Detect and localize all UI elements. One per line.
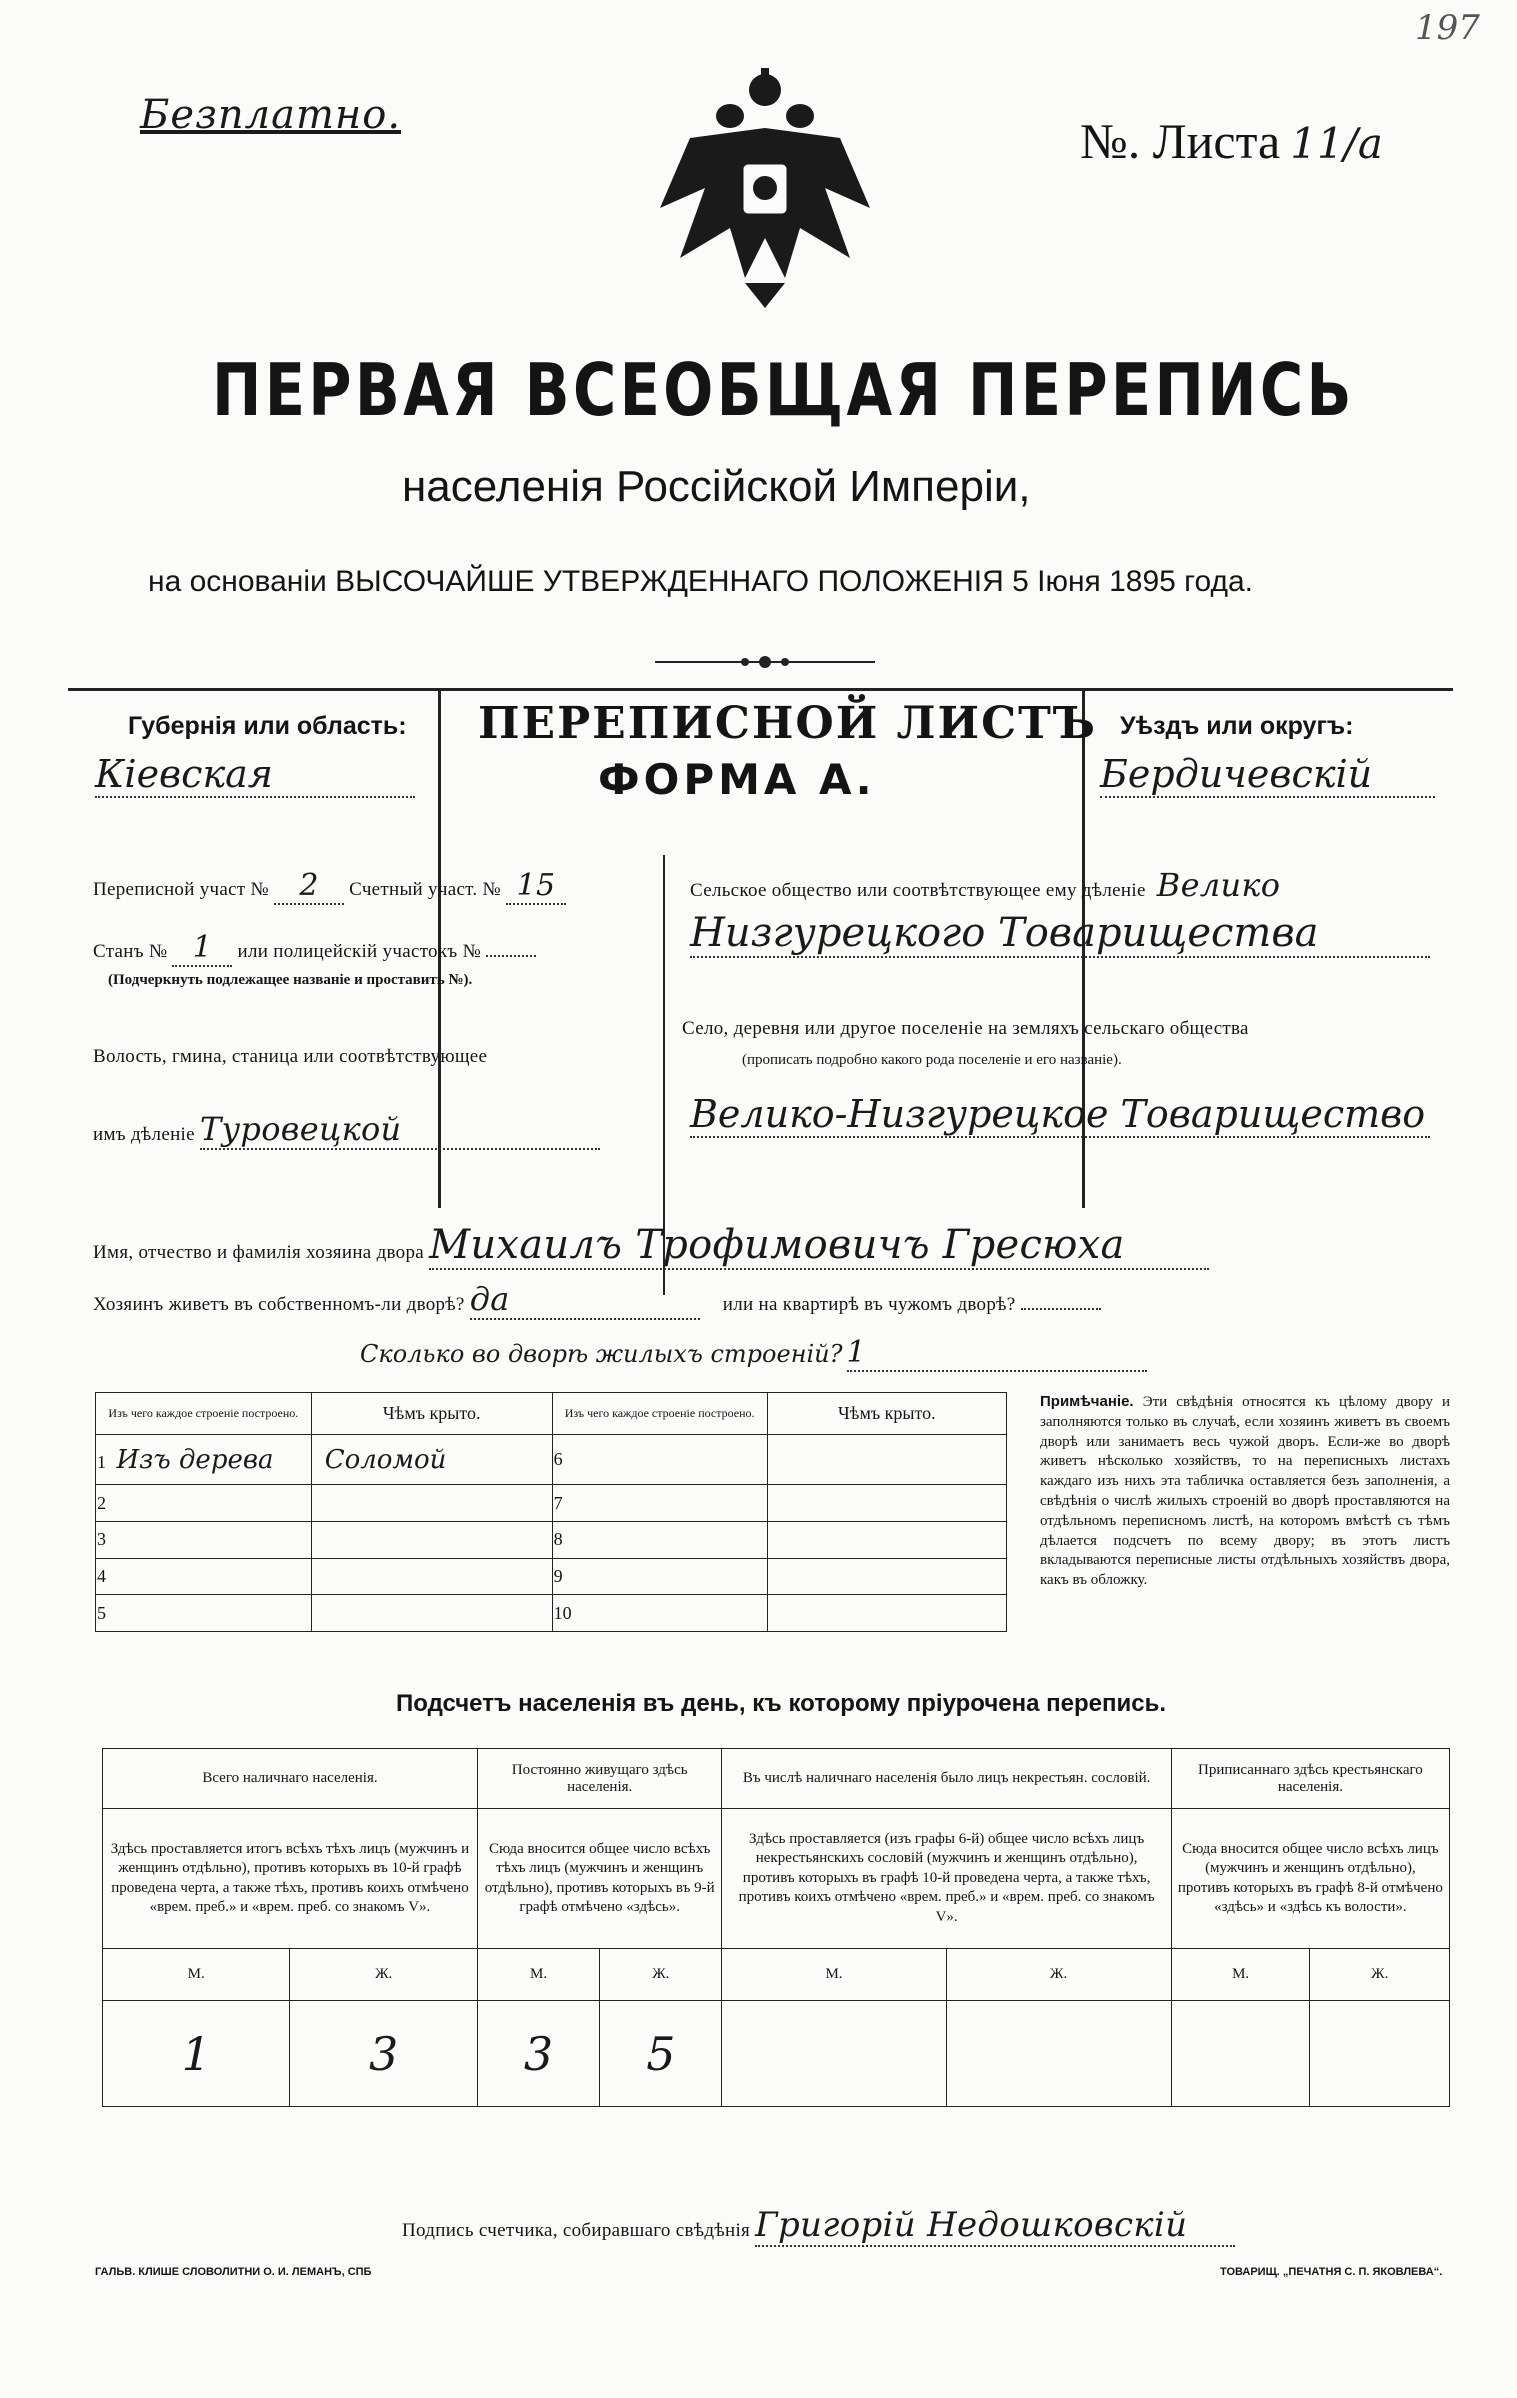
stan-no-label: № [148, 941, 168, 962]
signature-value: Григорій Недошковскій [755, 2205, 1235, 2247]
uezd-label: Уѣздъ или округъ: [1120, 712, 1354, 740]
stan-label: Станъ [93, 941, 144, 962]
material-value: Изъ дерева [116, 1444, 274, 1475]
buildings-label: Сколько во дворѣ жилыхъ строеній? [360, 1340, 843, 1368]
printer-left: ГАЛЬВ. КЛИШЕ СЛОВОЛИТНИ О. И. ЛЕМАНЪ, СПБ [95, 2266, 372, 2278]
population-col-header: Приписаннаго здѣсь крестьянскаго населенія. [1171, 1749, 1449, 1809]
count-female [1310, 2001, 1450, 2107]
count-male: 3 [477, 2001, 599, 2107]
f-label: Ж. [946, 1949, 1171, 2001]
count-male [722, 2001, 946, 2107]
sheet-number-value: 11/а [1290, 119, 1383, 168]
m-label: М. [1171, 1949, 1310, 2001]
census-district-label: Переписной участ [93, 879, 246, 900]
free-label: Безплатно. [140, 92, 402, 138]
corner-number: 197 [1415, 8, 1480, 48]
row-number: 7 [553, 1492, 563, 1513]
village-label: Село, деревня или другое поселеніе на земляхъ сельскаго общества [682, 1018, 1249, 1039]
m-label: М. [103, 1949, 290, 2001]
population-col-header: Всего наличнаго населенія. [103, 1749, 478, 1809]
owner-lives-label: Хозяинъ живетъ въ собственномъ-ли дворѣ? [93, 1294, 465, 1315]
table-row [96, 1522, 1007, 1559]
signature-label: Подпись счетчика, собиравшаго свѣдѣнія [402, 2220, 751, 2241]
col-material-right: Изъ чего каждое строеніе построено. [552, 1393, 767, 1435]
volost-label-2: имъ дѣленіе [93, 1124, 195, 1145]
counting-district-no-label: № [482, 879, 501, 900]
census-district-no-label: № [250, 879, 269, 900]
sheet-number [1080, 112, 1383, 170]
owner-apartment-label: или на квартирѣ въ чужомъ дворѣ? [722, 1294, 1016, 1315]
police-label: или полицейскій участокъ [237, 941, 458, 962]
row-number: 3 [97, 1529, 106, 1550]
roof-value: Соломой [324, 1444, 447, 1475]
count-female: 3 [290, 2001, 477, 2107]
volost-value: Туровецкой [200, 1110, 600, 1150]
count-female [946, 2001, 1171, 2107]
gubernia-label: Губернія или область: [128, 712, 407, 740]
village-value: Велико-Низгурецкое Товарищество [690, 1092, 1430, 1138]
signature-row [402, 2205, 1235, 2247]
note-block [1040, 1392, 1450, 1591]
stan-row [93, 930, 536, 967]
population-table [102, 1748, 1450, 2107]
volost-label-1: Волость, гмина, станица или соотвѣтствующее [93, 1046, 488, 1067]
buildings-row [360, 1335, 1147, 1372]
form-title: ПЕРЕПИСНОЙ ЛИСТЪ [478, 698, 1097, 749]
basis-line: на основаніи ВЫСОЧАЙШЕ УТВЕРЖДЕННАГО ПОЛОЖЕНІЯ 5 Іюня 1895 года. [148, 565, 1254, 598]
m-label: М. [477, 1949, 599, 2001]
count-male: 1 [103, 2001, 290, 2107]
gubernia-value: Кіевская [95, 752, 415, 798]
printer-right: ТОВАРИЩ. „ПЕЧАТНЯ С. П. ЯКОВЛЕВА“. [1220, 2266, 1443, 2278]
f-label: Ж. [290, 1949, 477, 2001]
village-note: (прописать подробно какого рода поселеніе и его названіе). [742, 1052, 1122, 1068]
uezd-value: Бердичевскій [1100, 752, 1435, 798]
page-title: ПЕРВАЯ ВСЕОБЩАЯ ПЕРЕПИСЬ [212, 348, 1355, 432]
population-col-desc: Сюда вносится общее число всѣхъ лицъ (мужчинъ и женщинъ отдѣльно), противъ которыхъ въ графѣ 8-й отмѣчено «здѣсь» и «здѣсь къ волости». [1171, 1809, 1449, 1949]
row-number: 1 [97, 1451, 106, 1472]
owner-name-value: Михаилъ Трофимовичъ Гресюха [429, 1222, 1209, 1270]
count-female: 5 [600, 2001, 722, 2107]
ornament-divider [655, 650, 875, 674]
row-number: 6 [553, 1449, 563, 1470]
sheet-number-label: №. Листа [1080, 113, 1281, 169]
population-title: Подсчетъ населенія въ день, къ которому пріурочена перепись. [396, 1690, 1166, 1717]
col-roof-right: Чѣмъ крыто. [767, 1393, 1006, 1435]
row-number: 2 [97, 1492, 106, 1513]
society-value-2: Низгурецкого Товарищества [690, 910, 1430, 958]
row-number: 8 [553, 1529, 563, 1550]
stan-value: 1 [172, 930, 232, 967]
population-col-header: Постоянно живущаго здѣсь населенія. [477, 1749, 722, 1809]
counting-district-value: 15 [506, 868, 566, 905]
table-row [96, 1558, 1007, 1595]
buildings-table [95, 1392, 1007, 1632]
society-value-1: Велико [1156, 866, 1281, 904]
owner-name-label: Имя, отчество и фамилія хозяина двора [93, 1242, 425, 1263]
population-col-header: Въ числѣ наличнаго населенія было лицъ некрестьян. сословій. [722, 1749, 1171, 1809]
row-number: 9 [553, 1565, 563, 1586]
table-row [96, 1595, 1007, 1632]
row-number: 10 [553, 1602, 572, 1623]
police-no-label: № [462, 941, 482, 962]
volost-row [93, 1110, 600, 1150]
counting-district-label: Счетный участ. [349, 879, 478, 900]
census-district-row [93, 868, 566, 905]
population-col-desc: Сюда вносится общее число всѣхъ тѣхъ лицъ (мужчинъ и женщинъ отдѣльно), противъ которыхъ въ 9-й графѣ отмѣчено «здѣсь». [477, 1809, 722, 1949]
society-label: Сельское общество или соотвѣтствующее ему дѣленіе [690, 880, 1146, 901]
col-material-left: Изъ чего каждое строеніе построено. [96, 1393, 312, 1435]
table-row [96, 1435, 1007, 1485]
population-col-desc: Здѣсь проставляется итогъ всѣхъ тѣхъ лицъ (мужчинъ и женщинъ отдѣльно), противъ которыхъ въ 10-й графѣ проведена черта, а также тѣхъ, противъ коихъ отмѣчено «врем. преб.» и «врем. преб. со знакомъ V». [103, 1809, 478, 1949]
census-district-value: 2 [274, 868, 344, 905]
underline-note: (Подчеркнуть подлежащее названіе и проставить №). [108, 972, 473, 988]
table-row [96, 1485, 1007, 1522]
note-title: Примѣчаніе. [1040, 1393, 1134, 1410]
col-roof-left: Чѣмъ крыто. [311, 1393, 552, 1435]
m-label: М. [722, 1949, 946, 2001]
owner-lives-row [93, 1280, 1101, 1320]
double-headed-eagle-icon [650, 68, 880, 308]
f-label: Ж. [1310, 1949, 1450, 2001]
f-label: Ж. [600, 1949, 722, 2001]
society-row [690, 866, 1280, 904]
subtitle: населенія Россійской Имперіи, [402, 462, 1031, 511]
note-text: Эти свѣдѣнія относятся къ цѣлому двору и заполняются только въ случаѣ, если хозяинъ живетъ въ своемъ дворѣ или занимаетъ весь чужой дворъ. Если-же во дворѣ живетъ нѣсколько хозяйствъ, то на переписныхъ листахъ каждаго изъ нихъ эта табличка оставляется безъ заполненія, а свѣдѣнія о числѣ жилыхъ строеній во дворѣ проставляются на отдѣльномъ переписномъ листѣ, на которомъ вмѣстѣ съ тѣмъ дѣлается подсчетъ по всему двору; въ этотъ листъ вкладываются переписные листы отдѣльныхъ хозяйствъ двора, какъ въ обложку. [1040, 1394, 1451, 1589]
row-number: 4 [97, 1565, 106, 1586]
count-male [1171, 2001, 1310, 2107]
row-number: 5 [97, 1602, 106, 1623]
buildings-value: 1 [847, 1335, 1147, 1372]
owner-name-row [93, 1222, 1209, 1270]
owner-lives-value: да [470, 1280, 700, 1320]
form-letter: ФОРМА А. [598, 755, 876, 804]
population-col-desc: Здѣсь проставляется (изъ графы 6-й) общее число всѣхъ лицъ некрестьянскихъ сословій (мужчинъ и женщинъ отдѣльно), противъ которыхъ въ графѣ 10-й проведена черта, а также тѣхъ, противъ коихъ отмѣчено «врем. преб.» и «врем. преб. со знакомъ V». [722, 1809, 1171, 1949]
